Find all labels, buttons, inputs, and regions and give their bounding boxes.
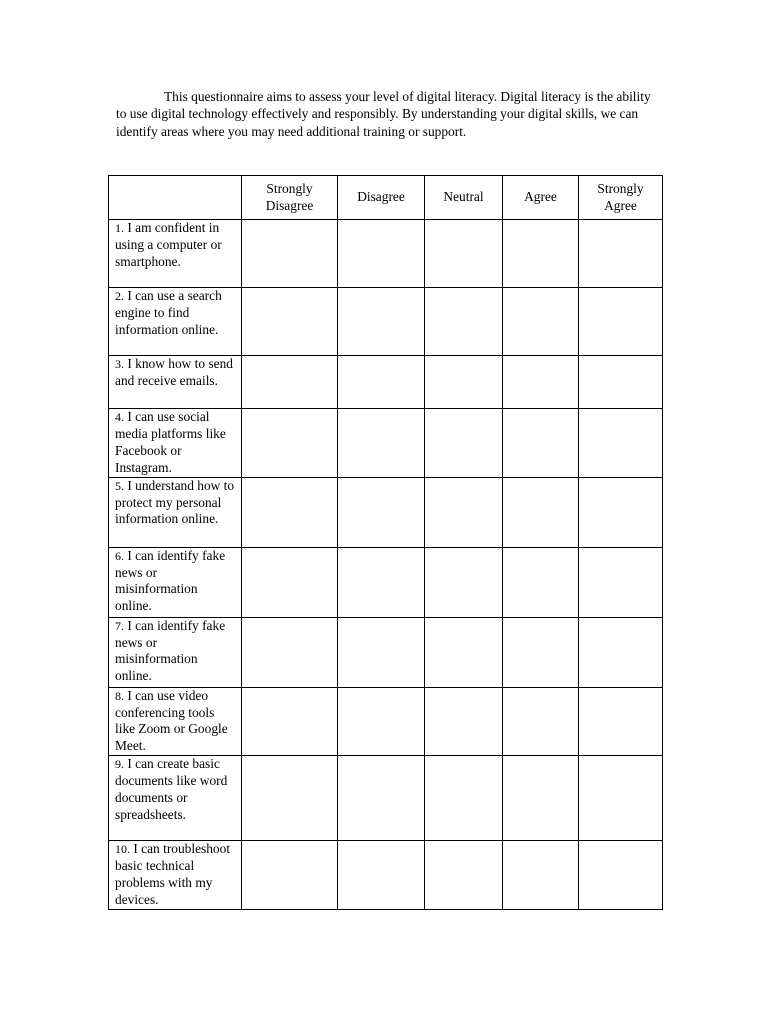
statement-text: I understand how to protect my personal information online. — [115, 477, 235, 527]
answer-cell-strongly-disagree[interactable] — [242, 687, 338, 756]
answer-cell-neutral[interactable] — [425, 617, 503, 687]
answer-cell-strongly-agree[interactable] — [579, 687, 663, 756]
answer-cell-strongly-agree[interactable] — [579, 547, 663, 617]
answer-cell-disagree[interactable] — [338, 220, 425, 288]
statement-cell — [109, 756, 242, 841]
statement-number: 2. — [115, 289, 124, 303]
table-row — [109, 477, 663, 547]
answer-cell-agree[interactable] — [503, 356, 579, 409]
table-row — [109, 756, 663, 841]
statement-number: 7. — [115, 618, 124, 633]
statement-text: I can use a search engine to find information online. — [115, 288, 222, 337]
header-label: Agree — [524, 189, 557, 205]
answer-cell-strongly-disagree[interactable] — [242, 356, 338, 409]
header-strongly-disagree — [242, 176, 338, 220]
answer-cell-neutral[interactable] — [425, 687, 503, 756]
table-row — [109, 220, 663, 288]
statement-text: I can use social media platforms like Facebook or Instagram. — [115, 409, 226, 475]
header-label: Strongly Agree — [597, 180, 644, 213]
answer-cell-disagree[interactable] — [338, 841, 425, 910]
statement-text: I know how to send and receive emails. — [115, 356, 233, 388]
answer-cell-strongly-disagree[interactable] — [242, 841, 338, 910]
statement-number: 10. — [115, 842, 130, 857]
answer-cell-disagree[interactable] — [338, 547, 425, 617]
answer-cell-strongly-agree[interactable] — [579, 841, 663, 910]
header-strongly-agree — [579, 176, 663, 220]
answer-cell-neutral[interactable] — [425, 220, 503, 288]
statement-number: 4. — [115, 410, 124, 424]
answer-cell-agree[interactable] — [503, 409, 579, 478]
statement-cell — [109, 288, 242, 356]
answer-cell-strongly-disagree[interactable] — [242, 756, 338, 841]
answer-cell-agree[interactable] — [503, 617, 579, 687]
answer-cell-strongly-agree[interactable] — [579, 288, 663, 356]
answer-cell-strongly-disagree[interactable] — [242, 288, 338, 356]
answer-cell-strongly-agree[interactable] — [579, 409, 663, 478]
header-label: Disagree — [357, 189, 405, 205]
table-row — [109, 617, 663, 687]
statement-cell — [109, 220, 242, 288]
answer-cell-strongly-agree[interactable] — [579, 220, 663, 288]
statement-cell — [109, 687, 242, 756]
statement-cell — [109, 477, 242, 547]
header-label: Strongly Disagree — [265, 180, 314, 213]
answer-cell-strongly-agree[interactable] — [579, 356, 663, 409]
answer-cell-neutral[interactable] — [425, 841, 503, 910]
answer-cell-disagree[interactable] — [338, 687, 425, 756]
table-row — [109, 687, 663, 756]
header-label: Neutral — [443, 189, 484, 205]
questionnaire-table — [108, 175, 663, 910]
answer-cell-disagree[interactable] — [338, 477, 425, 547]
statement-text: I can use video conferencing tools like Zoom or Google Meet. — [115, 687, 228, 754]
header-corner-cell — [109, 176, 242, 220]
statement-cell — [109, 356, 242, 409]
statement-text: I am confident in using a computer or smartphone. — [115, 220, 222, 269]
answer-cell-neutral[interactable] — [425, 288, 503, 356]
statement-number: 8. — [115, 688, 124, 703]
header-agree — [503, 176, 579, 220]
table-row — [109, 547, 663, 617]
table-row — [109, 288, 663, 356]
statement-cell — [109, 547, 242, 617]
statement-cell — [109, 617, 242, 687]
answer-cell-neutral[interactable] — [425, 409, 503, 478]
table-body — [109, 220, 663, 910]
statement-cell — [109, 841, 242, 910]
answer-cell-disagree[interactable] — [338, 356, 425, 409]
answer-cell-agree[interactable] — [503, 220, 579, 288]
statement-text: I can troubleshoot basic technical problems with my devices. — [115, 841, 231, 907]
statement-cell — [109, 409, 242, 478]
answer-cell-agree[interactable] — [503, 756, 579, 841]
statement-text: I can identify fake news or misinformation online. — [115, 617, 226, 684]
statement-text: I can create basic documents like word documents or spreadsheets. — [115, 756, 228, 822]
answer-cell-strongly-disagree[interactable] — [242, 220, 338, 288]
statement-text: I can identify fake news or misinformation online. — [115, 547, 226, 614]
header-neutral — [425, 176, 503, 220]
answer-cell-agree[interactable] — [503, 547, 579, 617]
header-disagree — [338, 176, 425, 220]
answer-cell-disagree[interactable] — [338, 617, 425, 687]
answer-cell-strongly-disagree[interactable] — [242, 547, 338, 617]
answer-cell-strongly-disagree[interactable] — [242, 477, 338, 547]
answer-cell-disagree[interactable] — [338, 756, 425, 841]
answer-cell-strongly-agree[interactable] — [579, 756, 663, 841]
statement-number: 6. — [115, 548, 124, 563]
answer-cell-strongly-agree[interactable] — [579, 477, 663, 547]
header-row — [109, 176, 663, 220]
statement-number: 3. — [115, 357, 124, 371]
answer-cell-neutral[interactable] — [425, 477, 503, 547]
intro-paragraph: This questionnaire aims to assess your level of digital literacy. Digital literacy is the ability to use digital technology effectively and responsibly. By understanding your digital skills, we can identify areas where you may need additional training or support. — [116, 89, 651, 139]
answer-cell-strongly-disagree[interactable] — [242, 409, 338, 478]
answer-cell-strongly-disagree[interactable] — [242, 617, 338, 687]
table-row — [109, 409, 663, 478]
answer-cell-agree[interactable] — [503, 288, 579, 356]
statement-number: 5. — [115, 478, 124, 493]
table-row — [109, 356, 663, 409]
answer-cell-agree[interactable] — [503, 477, 579, 547]
answer-cell-neutral[interactable] — [425, 756, 503, 841]
answer-cell-disagree[interactable] — [338, 409, 425, 478]
answer-cell-disagree[interactable] — [338, 288, 425, 356]
answer-cell-agree[interactable] — [503, 841, 579, 910]
statement-number: 1. — [115, 221, 124, 235]
answer-cell-strongly-agree[interactable] — [579, 617, 663, 687]
answer-cell-neutral[interactable] — [425, 547, 503, 617]
answer-cell-neutral[interactable] — [425, 356, 503, 409]
table-row — [109, 841, 663, 910]
statement-number: 9. — [115, 757, 124, 772]
answer-cell-agree[interactable] — [503, 687, 579, 756]
